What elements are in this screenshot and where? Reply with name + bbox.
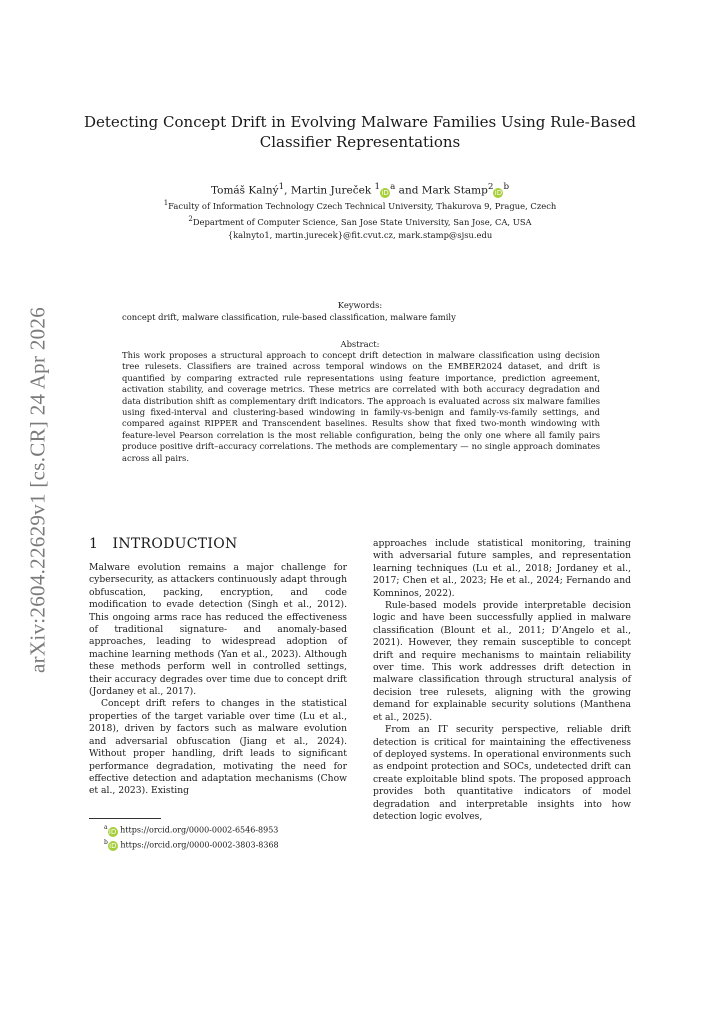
orcid-mark-a: a [390, 182, 396, 192]
author-2-name: Martin Jureček [290, 184, 372, 197]
paragraph: Malware evolution remains a major challenge for cybersecurity, as attackers continuously adapt through obfuscation, packing, encryption, and code modification to evade detection (Singh et al., 2012). This ongoing arms race has reduced the effectiveness of traditional signature- and anomaly-based approaches, leading to widespread adoption of machine learning methods (Yan et al., 2023). Although these methods perform well in controlled settings, their accuracy degrades over time due to concept drift (Jordaney et al., 2017). [89, 562, 347, 698]
affiliation-2 [80, 213, 640, 229]
author-3-name: Mark Stamp [421, 184, 488, 197]
footnotes [104, 822, 364, 851]
orcid-link[interactable]: https://orcid.org/0000-0002-6546-8953 [120, 825, 279, 835]
paragraph: From an IT security perspective, reliable drift detection is critical for maintaining the effectiveness of deployed systems. In operational environments such as endpoint protection and SOCs, undetected drift can create exploitable blind spots. The proposed approach provides both quantitative indicators of model degradation and interpretable insights into how detection logic evolves, [373, 724, 631, 822]
abstract-text: This work proposes a structural approach to concept drift detection in malware classification using decision tree rulesets. Classifiers are trained across temporal windows on the EMBER2024 dataset, and drift is quantified by comparing extracted rule representations using feature importance, prediction agreement, activation stability, and coverage metrics. These metrics are correlated with both accuracy degradation and data distribution shift as complementary drift indicators. The approach is evaluated across six malware families using fixed-interval and clustering-based windowing in family-vs-benign and family-vs-family settings, and compared against RIPPER and Transcendent baselines. Results show that fixed two-month windowing with feature-level Pearson correlation is the most reliable configuration, being the only one where all family pairs produce positive drift–accuracy correlations. The methods are complementary — no single approach dominates across all pairs. [122, 350, 600, 463]
title-line-1: Detecting Concept Drift in Evolving Malware Families Using Rule-Based [83, 113, 637, 131]
author-separator: , [284, 184, 291, 197]
keywords-text: concept drift, malware classification, rule-based classification, malware family [122, 312, 456, 322]
paragraph: Rule-based models provide interpretable decision logic and have been successfully applied in malware classification (Blount et al., 2011; D’Angelo et al., 2021). However, they remain susceptible to concept drift and require mechanisms to maintain reliability over time. This work addresses drift detection in malware classification through structural analysis of decision tree rulesets, aligning with the growing demand for explainable security solutions (Manthena et al., 2025). [373, 600, 631, 723]
author-and: and [395, 184, 422, 197]
keywords-heading: Keywords: [337, 300, 383, 310]
orcid-link[interactable]: https://orcid.org/0000-0002-3803-8368 [120, 840, 279, 850]
orcid-mark-b: b [503, 182, 510, 192]
author-2-affil-mark: 1 [374, 182, 381, 192]
orcid-icon: iD [109, 842, 117, 851]
paper-title [80, 112, 640, 152]
affiliation-2-text: Department of Computer Science, San Jose State University, San Jose, CA, USA [192, 216, 532, 227]
abstract-heading: Abstract: [340, 339, 380, 349]
footnote-mark: a [104, 824, 108, 831]
orcid-icon[interactable]: iD [494, 188, 503, 197]
affiliation-1 [80, 197, 640, 213]
orcid-icon[interactable]: iD [381, 188, 389, 197]
footnote-rule [89, 818, 161, 819]
section-title: INTRODUCTION [112, 536, 238, 552]
title-line-2: Classifier Representations [259, 133, 461, 151]
arxiv-side-identifier [20, 290, 56, 690]
author-3-affil-mark: 2 [487, 182, 494, 192]
author-emails: {kalnyto1, martin.jurecek}@fit.cvut.cz, mark.stamp@sjsu.edu [227, 229, 493, 240]
paragraph: Concept drift refers to changes in the statistical properties of the target variable over time (Lu et al., 2018), driven by factors such as malware evolution and adversarial obfuscation (Jiang et al., 2024). Without proper handling, drift leads to significant performance degradation, motivating the need for effective detection and adaptation mechanisms (Chow et al., 2023). Existing [89, 698, 347, 797]
author-1-name: Tomáš Kalný [210, 184, 279, 197]
arxiv-identifier-text: arXiv:2604.22629v1 [cs.CR] 24 Apr 2026 [25, 306, 50, 674]
author-1-affil-mark: 1 [278, 182, 285, 192]
body-column-right [373, 538, 631, 823]
affiliations [80, 197, 640, 242]
section-number: 1 [89, 536, 99, 552]
footnote [104, 822, 364, 837]
paragraph: approaches include statistical monitoring, training with adversarial future samples, and representation learning techniques (Lu et al., 2018; Jordaney et al., 2017; Chen et al., 2023; He et al., 2024; Fernando and Komninos, 2022). [373, 538, 631, 599]
author-list [80, 180, 640, 198]
section-heading [89, 535, 238, 553]
body-column-left [89, 562, 347, 798]
footnote-mark: b [104, 838, 108, 846]
orcid-icon: iD [108, 827, 117, 836]
footnote [104, 837, 364, 852]
affiliation-1-mark: 1 [163, 199, 169, 207]
affiliation-2-mark: 2 [188, 214, 193, 223]
affiliation-1-text: Faculty of Information Technology Czech Technical University, Thakurova 9, Prague, Czech [168, 200, 557, 211]
